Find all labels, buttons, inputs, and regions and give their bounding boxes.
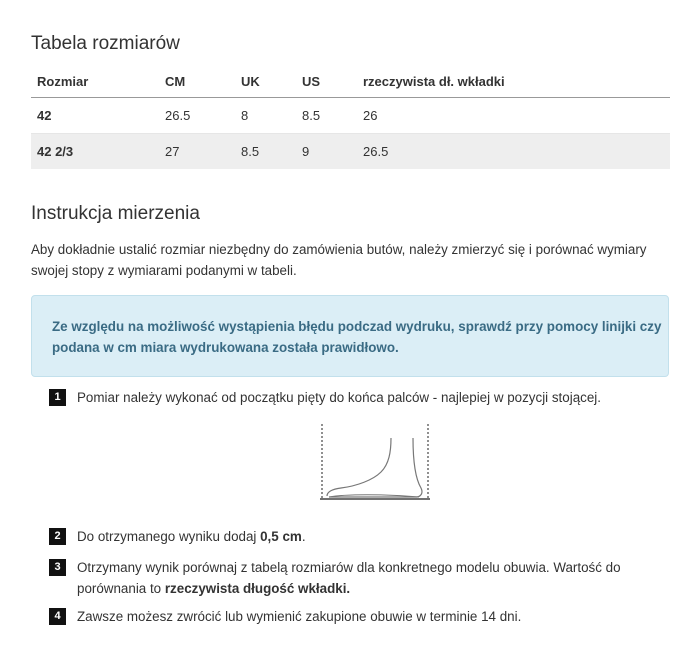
cell-us: 9 <box>302 134 363 170</box>
cell-size: 42 <box>31 98 165 134</box>
step-text: Pomiar należy wykonać od początku pięty do końca palców - najlepiej w pozycji stojącej. <box>77 390 601 405</box>
step-text-plain: Otrzymany wynik porównaj z tabelą rozmiarów dla konkretnego modelu obuwia. Wartość do porównania to <box>77 560 621 596</box>
step-number-badge: 4 <box>49 608 66 625</box>
instructions-intro: Aby dokładnie ustalić rozmiar niezbędny do zamówienia butów, należy zmierzyć się i porównać wymiary swojej stopy z wymiarami podanymi w tabeli. <box>31 242 647 278</box>
cell-us: 8.5 <box>302 98 363 134</box>
size-table-header-row <box>31 66 670 98</box>
step-number-badge: 2 <box>49 528 66 545</box>
size-table-title: Tabela rozmiarów <box>31 33 180 54</box>
step-text <box>77 526 306 547</box>
step-text <box>77 557 657 599</box>
cell-size: 42 2/3 <box>31 134 165 170</box>
table-row <box>31 98 670 134</box>
step-text: Zawsze możesz zwrócić lub wymienić zakupione obuwie w terminie 14 dni. <box>77 609 522 624</box>
size-table <box>31 66 670 169</box>
table-row <box>31 134 670 170</box>
header-size: Rozmiar <box>31 66 165 98</box>
cell-insole-length: 26 <box>363 98 670 134</box>
step-text-end: . <box>301 529 306 544</box>
step-text-bold: rzeczywista długość wkładki. <box>164 581 351 596</box>
instructions-title: Instrukcja mierzenia <box>31 203 200 224</box>
header-us: US <box>302 66 363 98</box>
step-number-badge: 1 <box>49 389 66 406</box>
foot-measurement-icon <box>315 420 435 502</box>
step-text-bold: 0,5 cm <box>260 529 302 544</box>
step-text-plain: Do otrzymanego wyniku dodaj <box>77 529 261 544</box>
cell-cm: 27 <box>165 134 241 170</box>
cell-uk: 8 <box>241 98 302 134</box>
header-insole-length: rzeczywista dł. wkładki <box>363 66 670 98</box>
print-accuracy-note <box>31 295 669 377</box>
header-cm: CM <box>165 66 241 98</box>
step-number-badge: 3 <box>49 559 66 576</box>
header-uk: UK <box>241 66 302 98</box>
note-text: Ze względu na możliwość wystąpienia błędu podczad wydruku, sprawdź przy pomocy linijki czy podana w cm miara wydrukowana została prawidłowo. <box>52 319 662 355</box>
cell-insole-length: 26.5 <box>363 134 670 170</box>
cell-cm: 26.5 <box>165 98 241 134</box>
cell-uk: 8.5 <box>241 134 302 170</box>
